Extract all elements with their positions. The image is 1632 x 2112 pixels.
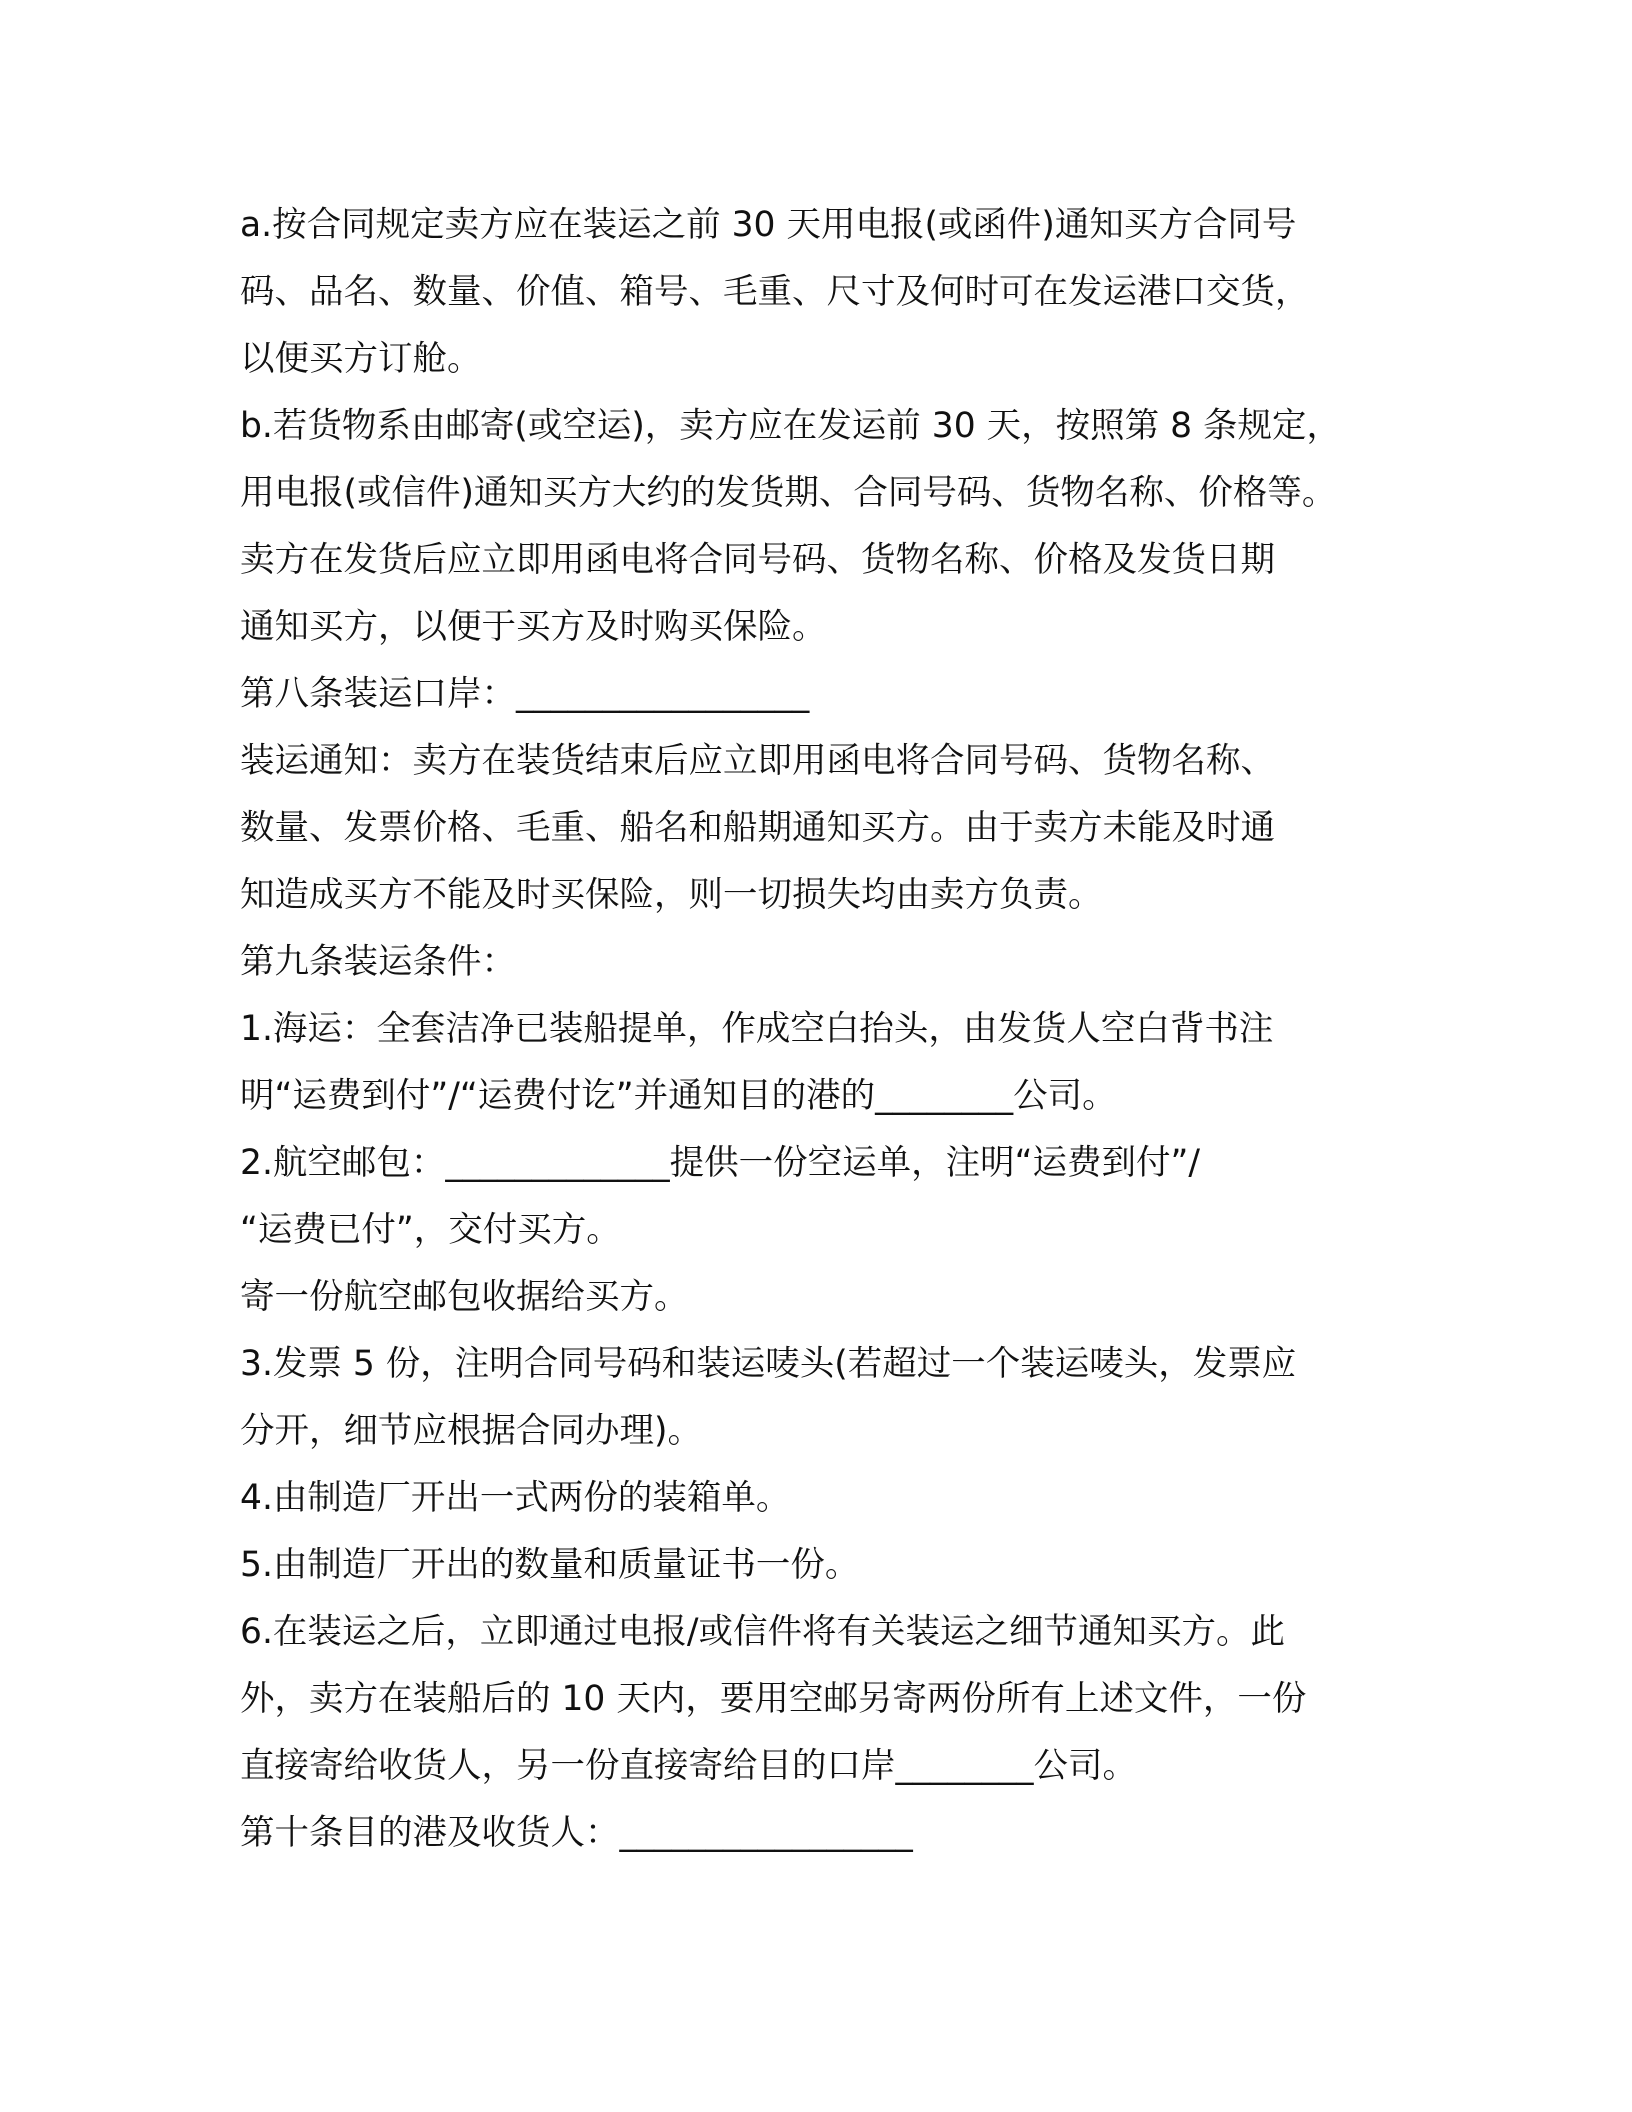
text-line: 直接寄给收货人，另一份直接寄给目的口岸________公司。: [240, 1746, 1137, 1786]
text-line: 码、品名、数量、价值、箱号、毛重、尺寸及何时可在发运港口交货，: [240, 272, 1310, 312]
text-line: 分开，细节应根据合同办理)。: [240, 1411, 702, 1451]
text-line: b.若货物系由邮寄(或空运)，卖方应在发运前 30 天，按照第 8 条规定，: [240, 406, 1341, 446]
text-line: 用电报(或信件)通知买方大约的发货期、合同号码、货物名称、价格等。: [240, 473, 1337, 513]
text-line: “运费已付”，交付买方。: [240, 1210, 621, 1250]
text-line: 知造成买方不能及时买保险，则一切损失均由卖方负责。: [240, 875, 1103, 915]
text-line: 通知买方，以便于买方及时购买保险。: [240, 607, 827, 647]
text-line: a.按合同规定卖方应在装运之前 30 天用电报(或函件)通知买方合同号: [240, 205, 1297, 245]
section-heading-8: 第八条装运口岸：_________________: [240, 674, 810, 714]
section-heading-10: 第十条目的港及收货人：_________________: [240, 1813, 913, 1853]
text-line: 以便买方订舱。: [240, 339, 482, 379]
text-line: 6.在装运之后，立即通过电报/或信件将有关装运之细节通知买方。此: [240, 1612, 1286, 1652]
text-line: 数量、发票价格、毛重、船名和船期通知买方。由于卖方未能及时通: [240, 808, 1275, 848]
document-body: [240, 192, 1400, 1867]
text-line: 卖方在发货后应立即用函电将合同号码、货物名称、价格及发货日期: [240, 540, 1275, 580]
text-line: 明“运费到付”/“运费付讫”并通知目的港的________公司。: [240, 1076, 1117, 1116]
text-line: 1.海运：全套洁净已装船提单，作成空白抬头，由发货人空白背书注: [240, 1009, 1274, 1049]
text-line: 寄一份航空邮包收据给买方。: [240, 1277, 689, 1317]
text-line: 2.航空邮包：_____________提供一份空运单，注明“运费到付”/: [240, 1143, 1201, 1183]
section-heading-9: 第九条装运条件：: [240, 942, 516, 982]
text-line: 3.发票 5 份，注明合同号码和装运唛头(若超过一个装运唛头，发票应: [240, 1344, 1297, 1384]
text-line: 装运通知：卖方在装货结束后应立即用函电将合同号码、货物名称、: [240, 741, 1275, 781]
text-line: 外，卖方在装船后的 10 天内，要用空邮另寄两份所有上述文件，一份: [240, 1679, 1307, 1719]
text-line: 4.由制造厂开出一式两份的装箱单。: [240, 1478, 791, 1518]
text-line: 5.由制造厂开出的数量和质量证书一份。: [240, 1545, 860, 1585]
